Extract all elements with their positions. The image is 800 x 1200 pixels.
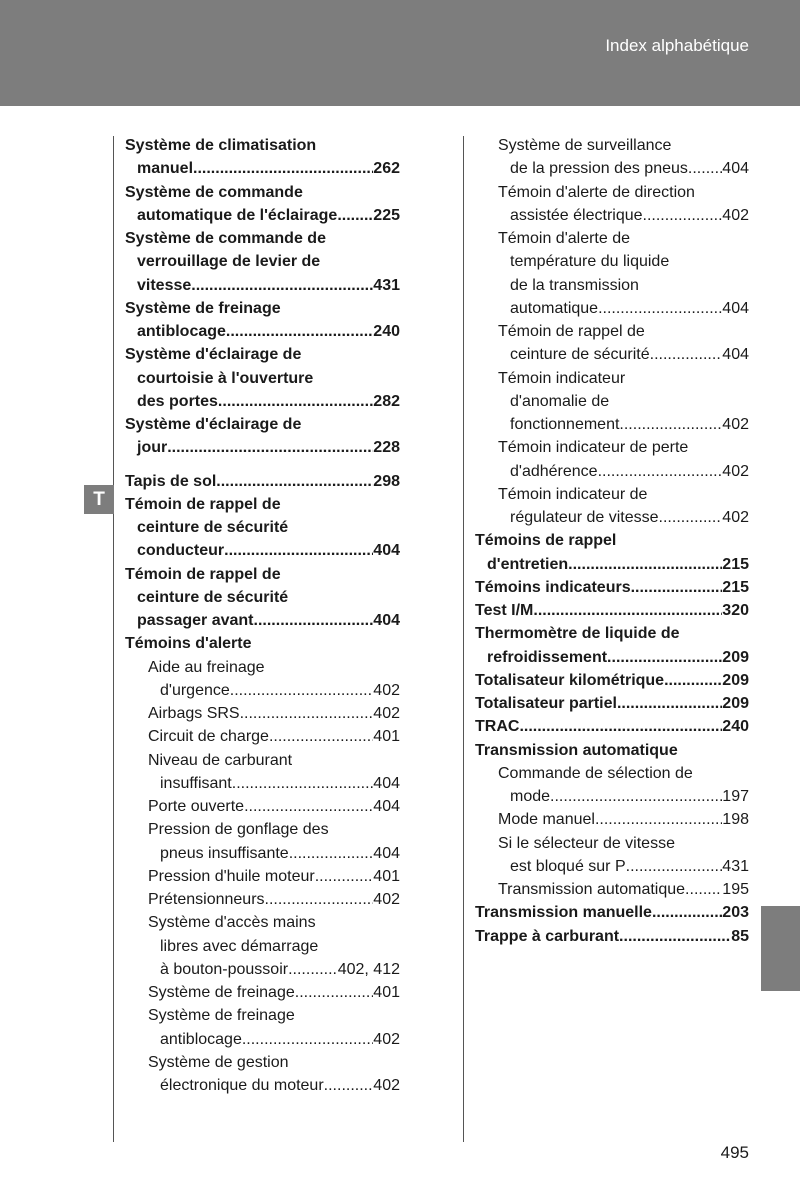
index-entry [160,958,400,981]
index-entry-page: 401 [373,867,400,885]
index-entry [498,808,749,831]
dot-leader [643,204,723,227]
index-entry-page: 225 [373,206,400,224]
index-entry-page: 402 [373,1030,400,1048]
index-entry-text: Aide au freinage [148,658,265,676]
index-entry-text: Pression d'huile moteur [148,867,315,885]
dot-leader [324,1074,374,1097]
dot-leader [269,725,373,748]
dot-leader [595,808,722,831]
index-entry [475,739,678,762]
index-entry-text: Tapis de sol [125,472,217,490]
dot-leader [191,274,373,297]
index-entry [475,622,679,645]
index-entry [148,888,400,911]
index-entry-page: 402 [722,509,749,526]
index-entry-text: Système de freinage [125,299,281,317]
dot-leader [254,609,374,632]
index-entry [498,878,749,901]
index-entry-text: Transmission automatique [475,741,678,759]
index-entry [510,343,749,366]
index-entry [498,367,625,390]
index-entry-text: Témoin d'alerte de direction [498,183,695,201]
index-entry-text: Système d'éclairage de [125,416,302,433]
dot-leader [598,460,723,483]
index-entry [125,134,316,157]
index-entry-page: 282 [373,392,400,410]
index-entry-text: Système de gestion [148,1053,289,1071]
index-entry [125,181,303,204]
index-entry-text: Témoin de rappel de [498,323,645,340]
dot-leader [598,297,722,320]
index-entry-text: Niveau de carburant [148,751,293,769]
index-entry-page: 209 [722,671,749,689]
index-entry-page: 404 [373,612,400,629]
index-entry-text: manuel [137,160,194,178]
index-entry-text: Système de commande [125,183,303,201]
index-entry-text: d'adhérence [510,462,598,480]
index-entry-text: Témoin indicateur de perte [498,439,689,457]
index-entry [475,925,749,948]
index-entry-text: Témoin d'alerte de [498,230,631,247]
dot-leader [244,795,373,818]
index-entry-text: de la transmission [510,276,639,294]
index-entry [137,539,400,562]
dot-leader [519,715,722,738]
index-entry-text: Témoins de rappel [475,532,617,550]
left-column-rule [113,136,114,1142]
index-entry-text: fonctionnement [510,416,620,433]
index-entry [160,935,318,958]
index-entry [498,832,675,855]
dot-leader [224,539,373,562]
index-entry-text: Transmission automatique [498,881,686,898]
dot-leader [230,679,374,702]
index-entry [510,785,749,808]
index-entry [498,483,647,506]
index-entry [148,865,400,888]
index-entry-page: 401 [373,728,400,746]
index-entry [498,436,688,459]
index-entry-page: 404 [722,299,749,317]
index-entry-text: Totalisateur kilométrique [475,671,665,689]
index-entry-text: Commande de sélection de [498,764,693,782]
index-entry-page: 197 [722,788,749,805]
index-entry-text: des portes [137,392,218,410]
index-entry-text: Circuit de charge [148,728,269,746]
index-entry-page: 404 [722,346,749,364]
index-entry-page: 402 [373,1077,400,1094]
dot-leader [242,1028,373,1051]
index-entry-text: Mode manuel [498,811,595,829]
index-entry-page: 262 [373,160,400,178]
index-entry [487,646,749,669]
index-entry [475,715,749,738]
index-entry [148,1051,289,1074]
index-entry-text: température du liquide [510,253,670,271]
index-entry-page: 402 [373,705,400,722]
dot-leader [289,842,374,865]
dot-leader [167,436,373,459]
side-thumb-tab [761,906,800,991]
index-entry [148,1004,295,1027]
index-entry-page: 402, 412 [337,960,400,978]
index-entry [510,274,639,297]
dot-leader [685,878,722,901]
index-entry [125,343,301,366]
index-entry-text: mode [510,788,551,805]
index-entry-text: Témoin de rappel de [125,495,281,513]
index-entry [137,157,400,180]
index-entry [148,749,292,772]
dot-leader [216,470,373,493]
index-entry [125,470,400,493]
index-entry [125,297,281,320]
index-entry-page: 402 [373,891,400,908]
index-entry [475,529,616,552]
index-entry-page: 320 [722,602,749,619]
index-entry-text: conducteur [137,542,225,560]
index-entry [510,157,749,180]
index-entry-text: insuffisant [160,774,232,792]
index-entry-text: Système d'accès mains [148,914,316,932]
index-entry [475,576,749,599]
index-entry [137,586,288,609]
index-entry [125,227,326,250]
middle-column-rule [463,136,464,1142]
index-entry-page: 431 [373,276,400,294]
dot-leader [631,576,723,599]
index-entry [510,390,609,413]
index-entry-text: vitesse [137,276,192,294]
index-entry [148,725,400,748]
index-entry-text: Transmission manuelle [475,904,652,922]
dot-leader [659,506,723,529]
index-entry-page: 404 [373,798,400,815]
index-entry-text: ceinture de sécurité [510,346,650,364]
index-entry-text: TRAC [475,718,520,736]
index-entry-page: 209 [722,695,749,712]
dot-leader [619,925,731,948]
index-entry [475,692,749,715]
index-entry [475,669,749,692]
index-entry-text: est bloqué sur P [510,857,626,875]
index-entry-text: Témoins d'alerte [125,635,252,653]
index-entry [475,901,749,924]
index-entry-page: 402 [373,681,400,699]
index-entry [125,563,281,586]
index-entry-text: ceinture de sécurité [137,588,289,606]
index-entry-text: à bouton-poussoir [160,960,289,978]
index-entry-text: refroidissement [487,648,608,666]
page-header [0,0,800,106]
dot-leader [533,599,722,622]
index-entry-page: 404 [373,542,400,560]
index-entry-text: Système de freinage [148,984,295,1001]
index-entry-text: passager avant [137,612,254,629]
index-entry-text: assistée électrique [510,206,643,224]
index-entry-page: 215 [722,555,749,573]
index-entry-page: 404 [373,844,400,862]
index-entry-page: 85 [731,927,749,945]
header-title: Index alphabétique [605,36,749,55]
dot-leader [664,669,722,692]
index-entry [498,181,695,204]
index-entry-text: Témoin de rappel de [125,565,281,583]
index-entry-text: Porte ouverte [148,798,245,815]
index-entry-text: antiblocage [160,1030,242,1048]
dot-leader [337,204,373,227]
index-entry-text: Témoins indicateurs [475,578,631,596]
index-entry [510,297,749,320]
index-entry-text: Prétensionneurs [148,891,265,908]
index-entry [137,204,400,227]
index-entry-page: 404 [722,160,749,178]
index-entry [160,679,400,702]
index-entry-page: 195 [722,881,749,898]
index-entry-text: régulateur de vitesse [510,509,659,526]
index-entry-text: Système de surveillance [498,137,672,154]
index-entry [137,390,400,413]
index-entry-text: antiblocage [137,323,226,340]
index-entry [148,981,400,1004]
index-entry-text: Thermomètre de liquide de [475,625,680,643]
index-entry [498,134,671,157]
index-entry-text: d'urgence [160,681,230,699]
index-entry [125,413,301,436]
index-entry [137,516,288,539]
index-entry-page: 215 [722,578,749,596]
dot-leader [626,855,723,878]
index-entry-text: ceinture de sécurité [137,519,289,536]
index-entry [510,506,749,529]
index-entry-text: de la pression des pneus [510,160,688,178]
index-entry [148,818,329,841]
index-entry-page: 404 [373,774,400,792]
index-entry-text: pneus insuffisante [160,844,289,862]
index-entry-text: Système d'éclairage de [125,346,302,364]
index-entry [487,553,749,576]
dot-leader [265,888,374,911]
index-entry [510,204,749,227]
dot-leader [232,772,374,795]
index-entry-page: 402 [722,416,749,433]
dot-leader [617,692,722,715]
dot-leader [650,343,723,366]
index-entry [510,460,749,483]
dot-leader [218,390,373,413]
index-entry [137,274,400,297]
index-entry [137,609,400,632]
index-entry-page: 240 [373,323,400,340]
index-entry-text: verrouillage de levier de [137,253,321,271]
index-entry [148,795,400,818]
dot-leader [315,865,374,888]
index-entry-text: Pression de gonflage des [148,821,329,839]
index-entry [498,320,645,343]
dot-leader [288,958,338,981]
dot-leader [295,981,374,1004]
index-entry [510,855,749,878]
index-entry-text: automatique de l'éclairage [137,206,338,224]
index-entry-page: 298 [373,472,400,490]
index-entry-page: 402 [722,206,749,224]
index-entry [498,762,693,785]
index-entry-text: automatique [510,299,599,317]
index-entry [510,413,749,436]
index-entry [148,702,400,725]
index-entry-text: Système de climatisation [125,137,317,154]
index-entry-text: Système de freinage [148,1007,295,1025]
index-entry-text: courtoisie à l'ouverture [137,369,314,387]
section-letter-tab: T [84,485,114,514]
index-entry-page: 402 [722,462,749,480]
index-entry-text: Airbags SRS [148,705,240,722]
index-entry-page: 401 [373,984,400,1001]
index-entry [160,1028,400,1051]
index-entry [510,250,669,273]
index-entry-text: Totalisateur partiel [475,695,617,712]
index-entry [137,320,400,343]
dot-leader [550,785,722,808]
index-entry-text: Test I/M [475,602,534,619]
index-entry-text: Si le sélecteur de vitesse [498,834,675,852]
dot-leader [652,901,722,924]
index-entry-page: 198 [722,811,749,829]
index-entry-text: Trappe à carburant [475,927,620,945]
index-entry-text: d'entretien [487,555,569,573]
dot-leader [193,157,373,180]
index-entry-page: 228 [373,439,400,457]
index-entry-text: Système de commande de [125,230,326,247]
index-entry [160,842,400,865]
index-entry-text: Témoin indicateur [498,369,626,387]
index-entry-page: 209 [722,648,749,666]
index-entry [148,911,316,934]
index-entry-text: Témoin indicateur de [498,485,648,503]
dot-leader [240,702,374,725]
index-entry [137,436,400,459]
index-entry-text: libres avec démarrage [160,937,319,955]
index-entry [125,493,281,516]
dot-leader [607,646,722,669]
index-entry [137,367,313,390]
index-entry-page: 431 [722,857,749,875]
index-entry [160,772,400,795]
index-entry-text: électronique du moteur [160,1077,324,1094]
index-entry [160,1074,400,1097]
index-entry-page: 240 [722,718,749,736]
index-entry [137,250,320,273]
dot-leader [619,413,722,436]
index-entry [148,656,265,679]
index-entry [125,632,252,655]
index-entry-text: jour [137,439,168,457]
dot-leader [568,553,722,576]
index-entry-page: 203 [722,904,749,922]
dot-leader [688,157,722,180]
index-entry [498,227,630,250]
page-number: 495 [720,1143,749,1162]
index-entry [475,599,749,622]
index-entry-text: d'anomalie de [510,392,610,410]
dot-leader [226,320,373,343]
